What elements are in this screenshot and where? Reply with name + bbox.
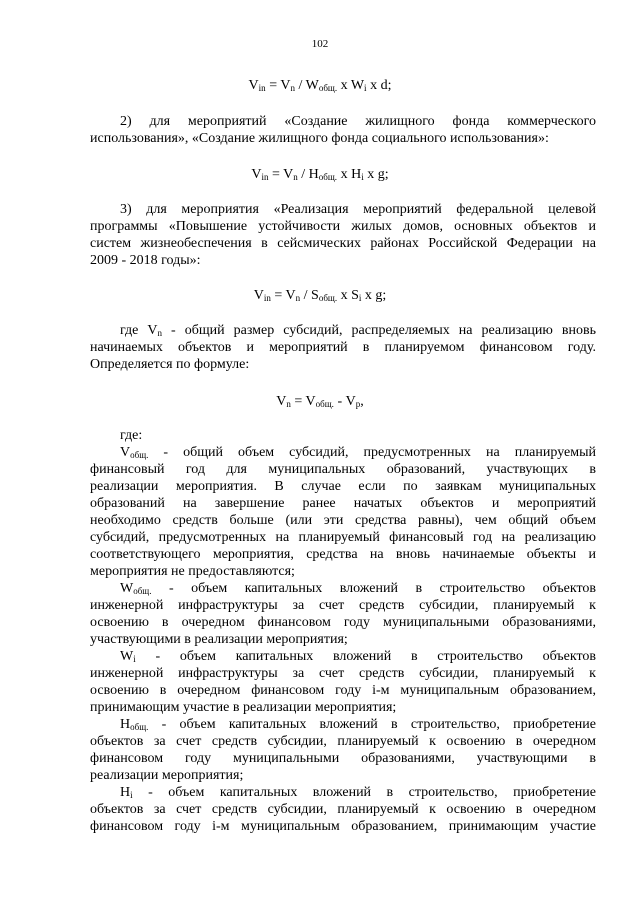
item-3-line: систем жизнеобеспечения в сейсмических районах Российской Федерации на <box>90 236 596 251</box>
definition-line: объектов за счет средств субсидии, планируемый к освоению в очередном <box>90 734 596 749</box>
definition-first-line: $H_{общ.}$ - объем капитальных вложений в строительство, приобретение <box>120 717 596 732</box>
definition-line: участвующими в реализации мероприятия; <box>90 632 348 647</box>
page-number: 102 <box>311 38 329 50</box>
definition-line: финансовом году i-м муниципальным образованием, принимающим участие <box>90 819 596 834</box>
item-3-paragraph <box>90 201 596 269</box>
item-2-line: использования», «Создание жилищного фонда социального использования»: <box>90 131 549 146</box>
vn-definition-line: начинаемых объектов и мероприятий в планируемом финансовом году. <box>90 340 596 355</box>
vn-definition-line: Определяется по формуле: <box>90 357 250 372</box>
definition-line: инженерной инфраструктуры за счет средств субсидии, планируемый к <box>90 598 596 613</box>
definition-line: финансовом году муниципальными образованиями, участвующими в <box>90 751 596 766</box>
definition-first-line: $H_i$ - объем капитальных вложений в строительство, приобретение <box>120 785 596 800</box>
definition-line: освоению в очередном финансовом году муниципальными образованиями, <box>90 615 596 630</box>
vn-definition <box>90 322 596 373</box>
item-3-line: 2009 - 2018 годы»: <box>90 253 201 268</box>
definition-line: финансовый год для муниципальных образований, участвующих в <box>90 462 596 477</box>
definition-line: образований на завершение ранее начатых объектов и мероприятий <box>90 496 596 511</box>
formula-vn: $V_n = V_{общ.} - V_p$, <box>276 394 364 409</box>
definition-line: реализации мероприятия; <box>90 768 244 783</box>
item-3-line: программы «Повышение устойчивости жилых домов, основных объектов и <box>90 219 596 234</box>
definition-line: субсидий, предусмотренных на планируемый финансовый год на реализацию <box>90 530 596 545</box>
definition-line: объектов за счет средств субсидии, планируемый к освоению в очередном <box>90 802 596 817</box>
definition-line: мероприятия не предоставляются; <box>90 564 295 579</box>
vn-definition-line: где $V_n$ - общий размер субсидий, распределяемых на реализацию вновь <box>120 323 596 338</box>
formula-vin-s: $V_{in} = V_n / S_{общ.}$ x $S_i$ x g; <box>253 288 387 303</box>
formula-vin-w: $V_{in} = V_n / W_{общ.}$ x $W_i$ x d; <box>248 78 392 93</box>
definition-line: освоению в очередном финансовом году i-м муниципальным образованием, <box>90 683 596 698</box>
item-2-line: 2) для мероприятий «Создание жилищного фонда коммерческого <box>120 114 596 129</box>
definition-first-line: $W_i$ - объем капитальных вложений в строительство объектов <box>120 649 596 664</box>
definition-line: соответствующего мероприятия, средства на вновь начинаемые объекты и <box>90 547 596 562</box>
formula-vin-h: $V_{in} = V_n / H_{общ.}$ x $H_i$ x g; <box>251 167 389 182</box>
definitions-block <box>90 427 596 835</box>
definition-first-line: $V_{общ.}$ - общий объем субсидий, предусмотренных на планируемый <box>120 445 596 460</box>
definition-line: реализации мероприятия. В случае если по заявкам муниципальных <box>90 479 596 494</box>
item-2-paragraph <box>90 113 596 147</box>
definition-line: принимающим участие в реализации мероприятия; <box>90 700 397 715</box>
where-label: где: <box>120 428 143 443</box>
definition-line: необходимо средств больше (или эти средства равны), чем общий объем <box>90 513 596 528</box>
definition-first-line: $W_{общ.}$ - объем капитальных вложений в строительство объектов <box>120 581 596 596</box>
definition-line: инженерной инфраструктуры за счет средств субсидии, планируемый к <box>90 666 596 681</box>
item-3-line: 3) для мероприятия «Реализация мероприятий федеральной целевой <box>120 202 596 217</box>
